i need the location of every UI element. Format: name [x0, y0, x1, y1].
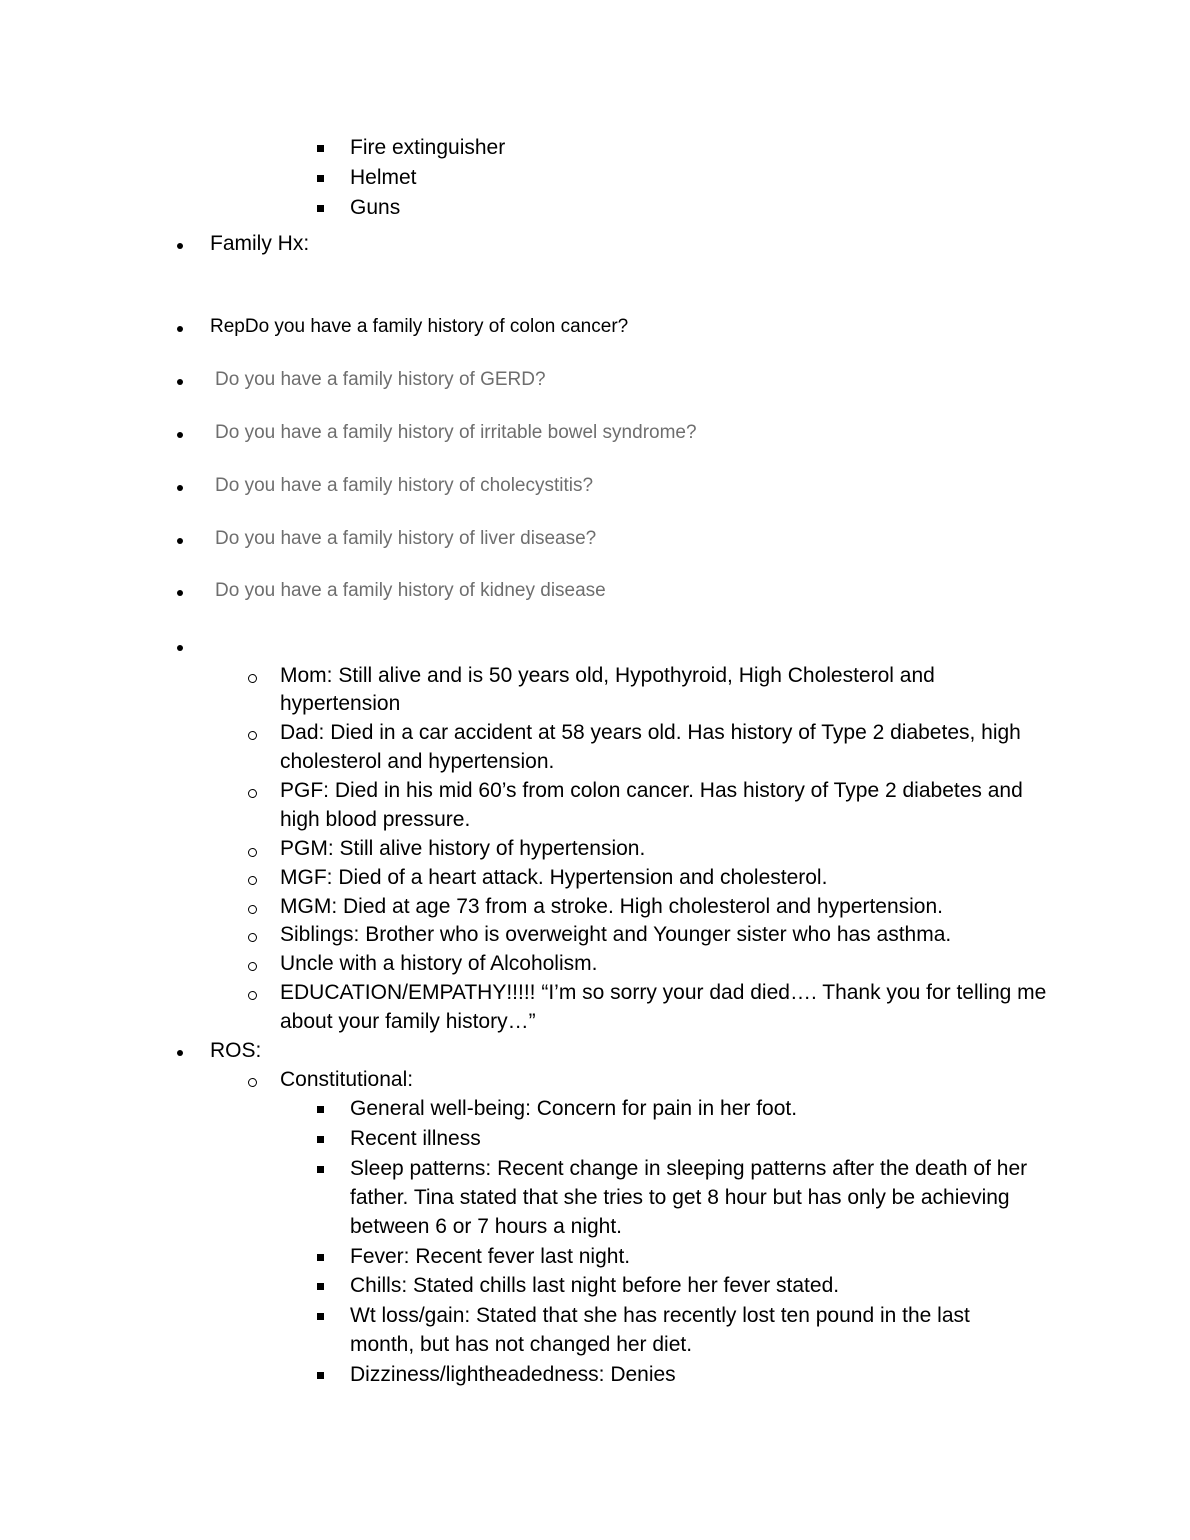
circle-bullet-icon [248, 731, 257, 740]
bullet-icon [177, 326, 183, 332]
family-hx-heading: Family Hx: [210, 232, 310, 255]
question-item: RepDo you have a family history of colon cancer? [210, 316, 629, 337]
square-bullet-icon [317, 1313, 324, 1320]
circle-bullet-icon [248, 933, 257, 942]
member-line: Uncle with a history of Alcoholism. [280, 952, 598, 975]
bullet-icon [177, 379, 183, 385]
member-line: PGF: Died in his mid 60’s from colon cancer. Has history of Type 2 diabetes and [280, 779, 1023, 802]
member-line: MGM: Died at age 73 from a stroke. High cholesterol and hypertension. [280, 895, 943, 918]
square-bullet-icon [317, 1372, 324, 1379]
ros-item-line: month, but has not changed her diet. [350, 1333, 693, 1356]
member-line: EDUCATION/EMPATHY!!!!! “I’m so sorry your dad died…. Thank you for telling me [280, 981, 1047, 1004]
ros-item-line: Dizziness/lightheadedness: Denies [350, 1363, 676, 1386]
member-line: high blood pressure. [280, 808, 471, 831]
square-bullet-icon [317, 1166, 324, 1173]
bullet-icon [177, 485, 183, 491]
square-bullet-icon [317, 1136, 324, 1143]
ros-item-line: father. Tina stated that she tries to get 8 hour but has only be achieving [350, 1186, 1010, 1209]
ros-item-line: General well-being: Concern for pain in her foot. [350, 1097, 798, 1120]
square-bullet-icon [317, 145, 324, 152]
circle-bullet-icon [248, 905, 257, 914]
question-item: Do you have a family history of liver disease? [215, 528, 597, 549]
ros-item-line: Fever: Recent fever last night. [350, 1245, 631, 1268]
member-line: Siblings: Brother who is overweight and Younger sister who has asthma. [280, 923, 952, 946]
member-line: Mom: Still alive and is 50 years old, Hypothyroid, High Cholesterol and [280, 664, 935, 687]
question-item: Do you have a family history of kidney disease [215, 580, 606, 601]
empty-bullet-icon [177, 645, 183, 651]
bullet-icon [177, 538, 183, 544]
circle-bullet-icon [248, 876, 257, 885]
list-item: Helmet [350, 166, 417, 189]
square-bullet-icon [317, 205, 324, 212]
list-item: Fire extinguisher [350, 136, 506, 159]
member-line: cholesterol and hypertension. [280, 750, 555, 773]
square-bullet-icon [317, 1283, 324, 1290]
square-bullet-icon [317, 1254, 324, 1261]
member-line: MGF: Died of a heart attack. Hypertension and cholesterol. [280, 866, 828, 889]
ros-item-line: Wt loss/gain: Stated that she has recently lost ten pound in the last [350, 1304, 970, 1327]
ros-heading: ROS: [210, 1039, 262, 1062]
question-item: Do you have a family history of irritable bowel syndrome? [215, 422, 697, 443]
bullet-icon [177, 432, 183, 438]
member-line: about your family history…” [280, 1010, 536, 1033]
bullet-icon [177, 243, 183, 249]
circle-bullet-icon [248, 1078, 257, 1087]
square-bullet-icon [317, 175, 324, 182]
question-item: Do you have a family history of cholecystitis? [215, 475, 594, 496]
ros-item-line: Sleep patterns: Recent change in sleeping patterns after the death of her [350, 1157, 1028, 1180]
ros-item-line: Recent illness [350, 1127, 481, 1150]
member-line: PGM: Still alive history of hypertension. [280, 837, 646, 860]
circle-bullet-icon [248, 991, 257, 1000]
square-bullet-icon [317, 1106, 324, 1113]
bullet-icon [177, 1050, 183, 1056]
ros-item-line: between 6 or 7 hours a night. [350, 1215, 623, 1238]
bullet-icon [177, 590, 183, 596]
member-line: hypertension [280, 692, 401, 715]
question-item: Do you have a family history of GERD? [215, 369, 546, 390]
circle-bullet-icon [248, 789, 257, 798]
circle-bullet-icon [248, 848, 257, 857]
ros-item-line: Chills: Stated chills last night before her fever stated. [350, 1274, 840, 1297]
circle-bullet-icon [248, 962, 257, 971]
constitutional-heading: Constitutional: [280, 1068, 414, 1091]
member-line: Dad: Died in a car accident at 58 years old. Has history of Type 2 diabetes, high [280, 721, 1021, 744]
list-item: Guns [350, 196, 401, 219]
circle-bullet-icon [248, 674, 257, 683]
